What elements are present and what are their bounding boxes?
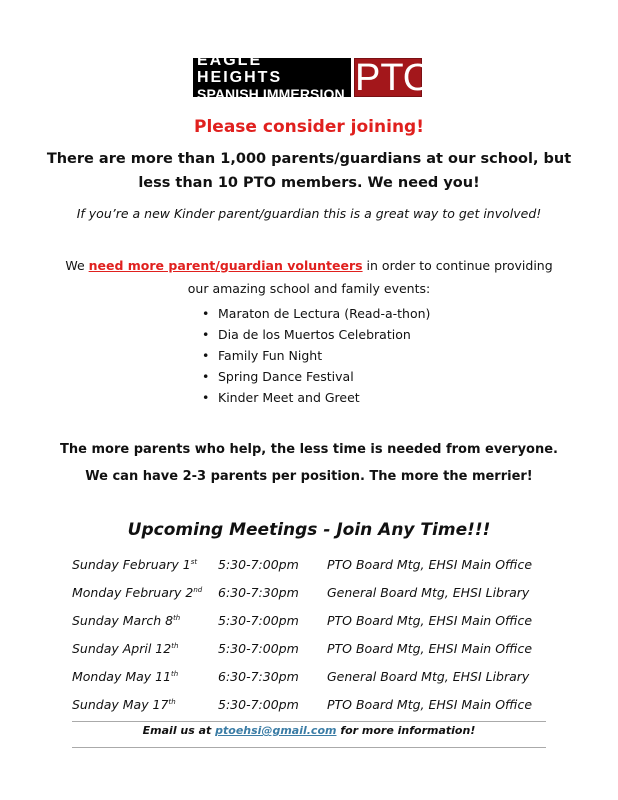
date-suffix: th <box>168 697 176 706</box>
logo-text <box>193 52 351 102</box>
meeting-date <box>72 613 180 628</box>
meeting-date <box>72 697 176 712</box>
logo-line2: SPANISH IMMERSION <box>197 86 345 102</box>
event-label: Family Fun Night <box>218 348 323 363</box>
event-item: • Maraton de Lectura (Read-a-thon) <box>202 306 431 321</box>
volunteer-suffix: in order to continue providing <box>362 258 553 273</box>
event-label: Maraton de Lectura (Read-a-thon) <box>218 306 431 321</box>
date-text: Sunday April 12 <box>72 641 172 656</box>
event-item: • Spring Dance Festival <box>202 369 354 384</box>
event-label: Kinder Meet and Greet <box>218 390 360 405</box>
meeting-time: 6:30-7:30pm <box>218 669 299 684</box>
volunteer-prefix: We <box>65 258 89 273</box>
ehsi-pto-logo <box>193 52 433 102</box>
event-label: Dia de los Muertos Celebration <box>218 327 411 342</box>
meeting-description: PTO Board Mtg, EHSI Main Office <box>327 557 533 572</box>
meeting-date <box>72 585 202 600</box>
volunteer-line1 <box>0 258 618 273</box>
event-item: • Kinder Meet and Greet <box>202 390 360 405</box>
meeting-description: General Board Mtg, EHSI Library <box>327 585 530 600</box>
footer-email-line <box>0 724 618 737</box>
kinder-note: If you’re a new Kinder parent/guardian this is a great way to get involved! <box>76 206 542 221</box>
date-text: Sunday May 17 <box>72 697 169 712</box>
meeting-time: 5:30-7:00pm <box>218 613 299 628</box>
meeting-description: PTO Board Mtg, EHSI Main Office <box>327 613 533 628</box>
intro-line1: There are more than 1,000 parents/guardians at our school, but <box>46 151 572 167</box>
date-suffix: th <box>171 669 179 678</box>
date-text: Sunday February 1 <box>72 557 191 572</box>
logo-pto-badge: PTO <box>355 57 433 99</box>
date-suffix: th <box>171 641 179 650</box>
closing-line1: The more parents who help, the less time is needed from everyone. <box>60 442 558 457</box>
meeting-date <box>72 557 197 572</box>
meeting-time: 5:30-7:00pm <box>218 557 299 572</box>
event-item: • Dia de los Muertos Celebration <box>202 327 411 342</box>
date-suffix: st <box>190 557 198 566</box>
logo-line1: EAGLE HEIGHTS <box>197 52 283 86</box>
meeting-description: General Board Mtg, EHSI Library <box>327 669 530 684</box>
footer-prefix: Email us at <box>142 724 216 737</box>
volunteer-link[interactable]: need more parent/guardian volunteers <box>88 258 363 273</box>
meeting-description: PTO Board Mtg, EHSI Main Office <box>327 697 533 712</box>
date-text: Sunday March 8 <box>72 613 174 628</box>
meeting-date <box>72 669 178 684</box>
date-text: Monday February 2 <box>72 585 194 600</box>
event-label: Spring Dance Festival <box>218 369 354 384</box>
date-text: Monday May 11 <box>72 669 172 684</box>
meeting-description: PTO Board Mtg, EHSI Main Office <box>327 641 533 656</box>
footer-suffix: for more information! <box>336 724 476 737</box>
meeting-time: 5:30-7:00pm <box>218 641 299 656</box>
meeting-time: 6:30-7:30pm <box>218 585 299 600</box>
date-suffix: th <box>173 613 181 622</box>
date-suffix: nd <box>193 585 203 594</box>
closing-line2: We can have 2-3 parents per position. The more the merrier! <box>85 469 533 484</box>
volunteer-line2: our amazing school and family events: <box>187 281 431 296</box>
meeting-date <box>72 641 178 656</box>
meeting-time: 5:30-7:00pm <box>218 697 299 712</box>
divider <box>72 721 546 722</box>
meetings-title: Upcoming Meetings - Join Any Time!!! <box>127 520 491 540</box>
divider <box>72 747 546 748</box>
intro-line2: less than 10 PTO members. We need you! <box>138 175 480 191</box>
event-item: • Family Fun Night <box>202 348 323 363</box>
main-heading: Please consider joining! <box>194 117 424 137</box>
email-link[interactable]: ptoehsi@gmail.com <box>215 724 337 737</box>
